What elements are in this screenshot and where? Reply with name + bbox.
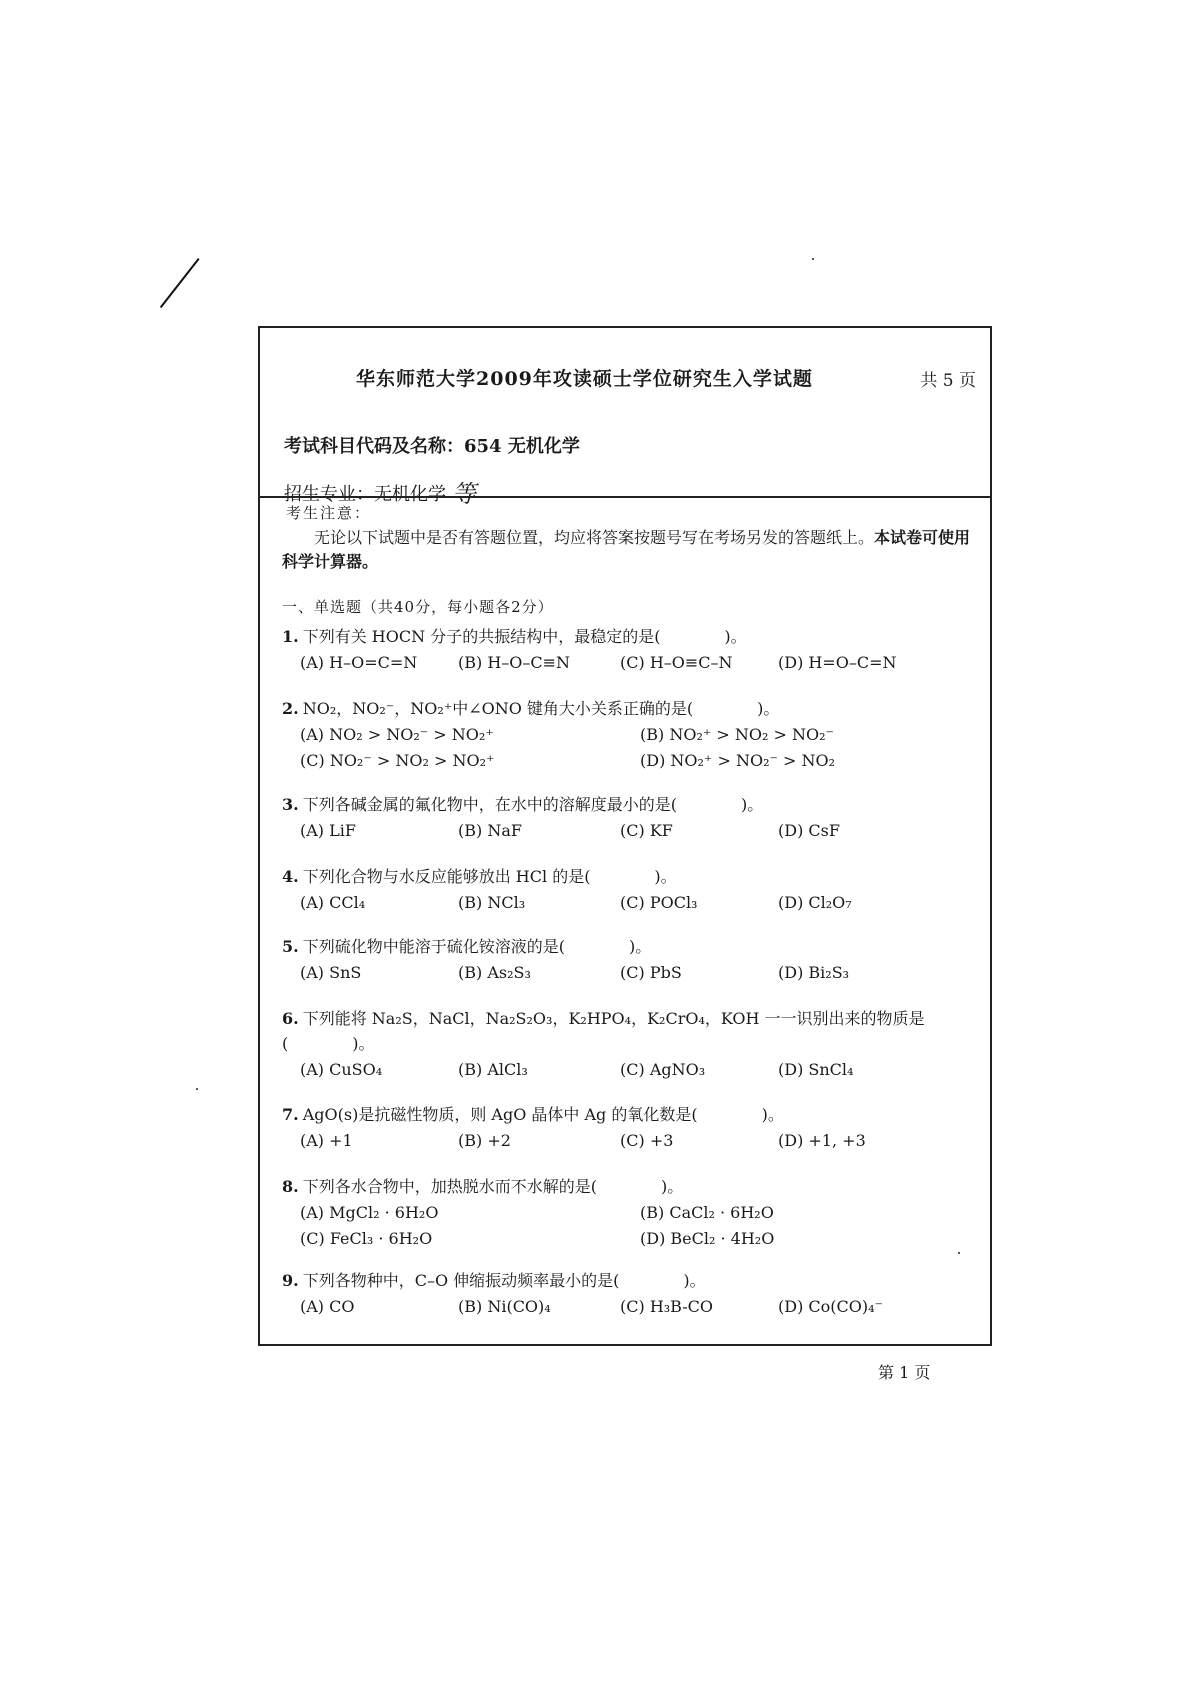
exam-title: 华东师范大学2009年攻读硕士学位研究生入学试题 (356, 368, 813, 390)
question-3 (282, 792, 982, 845)
option-c: (C) H–O≡C–N (620, 653, 733, 672)
question-stem: 下列硫化物中能溶于硫化铵溶液的是( )。 (302, 937, 652, 956)
option-c: (C) +3 (620, 1131, 674, 1150)
option-d: (D) SnCl₄ (778, 1060, 854, 1079)
question-stem: 下列化合物与水反应能够放出 HCl 的是( )。 (302, 867, 677, 886)
option-a: (A) +1 (300, 1131, 353, 1150)
section-title: 一、单选题（共40分，每小题各2分） (282, 598, 554, 616)
question-stem: 下列各碱金属的氟化物中，在水中的溶解度最小的是( )。 (302, 795, 764, 814)
question-2 (282, 696, 982, 775)
option-b: (B) NO₂⁺ > NO₂ > NO₂⁻ (640, 725, 834, 744)
question-7 (282, 1102, 982, 1155)
option-d: (D) Cl₂O₇ (778, 893, 852, 912)
scan-speck (196, 1088, 198, 1090)
option-d: (D) H=O–C=N (778, 653, 897, 672)
question-number: 5. (282, 937, 299, 956)
divider (260, 496, 990, 498)
question-number: 3. (282, 795, 299, 814)
page-number: 第 1 页 (878, 1363, 931, 1382)
question-stem: 下列各水合物中，加热脱水而不水解的是( )。 (302, 1177, 684, 1196)
question-5 (282, 934, 982, 987)
option-c: (C) NO₂⁻ > NO₂ > NO₂⁺ (300, 751, 495, 770)
question-number: 4. (282, 867, 299, 886)
handwritten-mark: 等 (452, 480, 476, 508)
option-a: (A) CuSO₄ (300, 1060, 383, 1079)
option-d: (D) NO₂⁺ > NO₂⁻ > NO₂ (640, 751, 836, 770)
option-c: (C) POCl₃ (620, 893, 698, 912)
option-b: (B) H–O–C≡N (458, 653, 571, 672)
question-number: 9. (282, 1271, 299, 1290)
question-number: 2. (282, 699, 299, 718)
option-c: (C) FeCl₃ · 6H₂O (300, 1229, 433, 1248)
option-b: (B) +2 (458, 1131, 511, 1150)
question-stem: 下列各物种中，C–O 伸缩振动频率最小的是( )。 (302, 1271, 706, 1290)
major-label: 招生专业：无机化学 (284, 484, 446, 505)
question-number: 8. (282, 1177, 299, 1196)
option-c: (C) PbS (620, 963, 682, 982)
exam-sheet (258, 326, 992, 1346)
question-number: 6. (282, 1009, 299, 1028)
question-9 (282, 1268, 982, 1321)
option-a: (A) MgCl₂ · 6H₂O (300, 1203, 439, 1222)
title-row (260, 364, 990, 394)
notice-title: 考生注意： (286, 504, 372, 522)
option-b: (B) NaF (458, 821, 522, 840)
option-b: (B) CaCl₂ · 6H₂O (640, 1203, 774, 1222)
page-count: 共 5 页 (920, 371, 976, 391)
option-d: (D) Co(CO)₄⁻ (778, 1297, 883, 1316)
option-a: (A) NO₂ > NO₂⁻ > NO₂⁺ (300, 725, 494, 744)
scan-speck (812, 258, 814, 260)
question-stem: NO₂，NO₂⁻，NO₂⁺中∠ONO 键角大小关系正确的是( )。 (302, 699, 780, 718)
question-stem-continued: ( )。 (282, 1034, 375, 1053)
question-number: 1. (282, 627, 299, 646)
notice-body (282, 526, 972, 574)
question-1 (282, 624, 982, 677)
option-b: (B) As₂S₃ (458, 963, 531, 982)
question-6 (282, 1006, 982, 1084)
option-b: (B) NCl₃ (458, 893, 526, 912)
question-4 (282, 864, 982, 917)
option-d: (D) BeCl₂ · 4H₂O (640, 1229, 775, 1248)
option-c: (C) AgNO₃ (620, 1060, 706, 1079)
subject-line: 考试科目代码及名称：654 无机化学 (284, 436, 580, 457)
option-d: (D) CsF (778, 821, 840, 840)
option-a: (A) SnS (300, 963, 362, 982)
question-8 (282, 1174, 982, 1253)
question-number: 7. (282, 1105, 299, 1124)
question-stem: AgO(s)是抗磁性物质，则 AgO 晶体中 Ag 的氧化数是( )。 (302, 1105, 784, 1124)
option-d: (D) +1, +3 (778, 1131, 866, 1150)
notice-bold-text: 本试卷可使用科学计算器。 (282, 528, 971, 571)
option-b: (B) AlCl₃ (458, 1060, 528, 1079)
option-a: (A) H–O=C=N (300, 653, 418, 672)
question-stem: 下列有关 HOCN 分子的共振结构中，最稳定的是( )。 (302, 627, 747, 646)
option-a: (A) CO (300, 1297, 355, 1316)
option-b: (B) Ni(CO)₄ (458, 1297, 551, 1316)
pen-stroke-mark (160, 258, 200, 308)
option-d: (D) Bi₂S₃ (778, 963, 850, 982)
option-a: (A) CCl₄ (300, 893, 366, 912)
notice-text: 无论以下试题中是否有答题位置，均应将答案按题号写在考场另发的答题纸上。 (314, 528, 875, 547)
option-c: (C) KF (620, 821, 673, 840)
option-a: (A) LiF (300, 821, 356, 840)
option-c: (C) H₃B-CO (620, 1297, 713, 1316)
question-stem: 下列能将 Na₂S，NaCl，Na₂S₂O₃，K₂HPO₄，K₂CrO₄，KOH 一一识别出来的物质是 (302, 1009, 925, 1028)
